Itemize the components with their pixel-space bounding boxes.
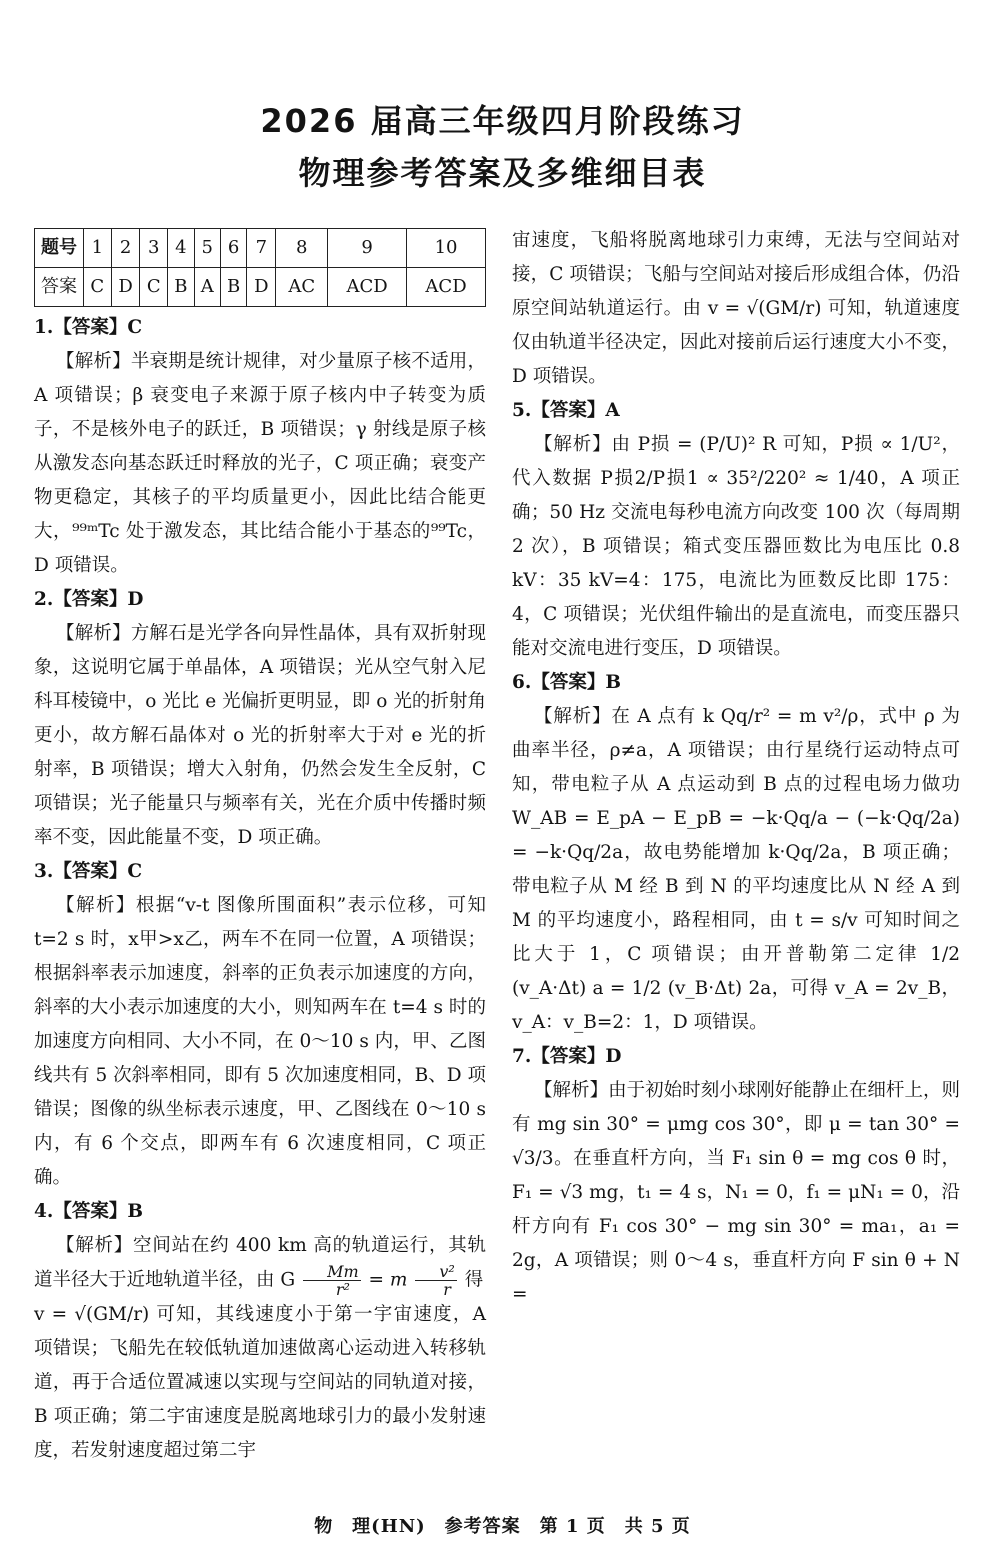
table-cell: 7 [247, 229, 276, 268]
table-cell: 9 [328, 229, 407, 268]
table-cell: D [111, 268, 140, 307]
fraction-numerator: Mm [303, 1263, 361, 1281]
table-cell: 6 [220, 229, 247, 268]
table-cell: 2 [111, 229, 140, 268]
question-heading: 6.【答案】B [512, 672, 621, 693]
page-footer: 物 理(HN) 参考答案 第 1 页 共 5 页 [314, 1516, 691, 1537]
question-heading: 3.【答案】C [34, 861, 143, 882]
question-explanation: 【解析】在 A 点有 k Qq/r² = m v²/ρ，式中 ρ 为曲率半径，ρ≠a，A 项错误；由行星绕行运动特点可知，带电粒子从 A 点运动到 B 点的过程电场力做功 W_AB = E_pA − E_pB = −k·Qq/a − (−k·Qq/2a) = −k·Qq/2a，故电势能增加 k·Qq/2a，B 项正确；带电粒子从 M 经 B 到 N 的平均速度比从 N 经 A 到 M 的平均速度小，路程相同，由 t = s/v 可知时间之比大于 1，C 项错误；由开普勒第二定律 1/2 (v_A·Δt) a = 1/2 (v_B·Δt) 2a，可得 v_A = 2v_B，v_A：v_B=2：1，D 项错误。 [512, 706, 960, 1033]
question-5 [512, 394, 960, 666]
question-4-continued: 宙速度，飞船将脱离地球引力束缚，无法与空间站对接，C 项错误；飞船与空间站对接后形成组合体，仍沿原空间站轨道运行。由 v = √(GM/r) 可知，轨道速度仅由轨道半径决定，因此对接前后运行速度大小不变，D 项错误。 [512, 230, 960, 387]
question-explanation: 【解析】由 P损 = (P/U)² R 可知，P损 ∝ 1/U²，代入数据 P损2/P损1 ∝ 35²/220² ≈ 1/40，A 项正确；50 Hz 交流电每秒电流方向改变 100 次（每周期 2 次），B 项错误；箱式变压器匝数比为电压比 0.8 kV：35 kV=4：175，电流比为匝数反比即 175：4，C 项错误；光伏组件输出的是直流电，而变压器只能对交流电进行变压，D 项错误。 [512, 434, 960, 659]
fraction-numerator: v² [415, 1263, 456, 1281]
equation-part: = m [368, 1269, 408, 1291]
row-label-answer: 答案 [35, 268, 84, 307]
table-cell: B [168, 268, 195, 307]
table-cell: B [220, 268, 247, 307]
table-cell: 10 [407, 229, 486, 268]
answer-table-number-row [35, 229, 486, 268]
row-label-number: 题号 [35, 229, 84, 268]
explanation-text: 得 [464, 1269, 484, 1291]
table-cell: 1 [84, 229, 112, 268]
answer-table [34, 228, 486, 307]
explanation-text: 【解析】空间站在约 400 km 高的轨道运行，其轨道半径大于近地轨道半径，由 G [34, 1235, 486, 1291]
question-2 [34, 583, 486, 855]
page-title-line1: 2026 届高三年级四月阶段练习 [260, 102, 745, 140]
question-heading: 1.【答案】C [34, 317, 143, 338]
fraction [303, 1263, 361, 1298]
table-cell: 5 [194, 229, 220, 268]
left-column [34, 228, 486, 1468]
table-cell: D [247, 268, 276, 307]
question-heading: 2.【答案】D [34, 589, 144, 610]
table-cell: C [84, 268, 112, 307]
question-explanation [34, 1229, 486, 1298]
page-title-line2: 物理参考答案及多维细目表 [298, 154, 707, 192]
question-explanation-continued: v = √(GM/r) 可知，其线速度小于第一宇宙速度，A 项错误；飞船先在较低轨道加速做离心运动进入转移轨道，再于合适位置减速以实现与空间站的同轨道对接，B 项正确；第二宇宙速度是脱离地球引力的最小发射速度，若发射速度超过第二宇 [34, 1304, 486, 1461]
table-cell: 4 [168, 229, 195, 268]
table-cell: A [194, 268, 220, 307]
table-cell: 3 [140, 229, 168, 268]
right-column [512, 224, 960, 1312]
question-explanation: 【解析】根据“v-t 图像所围面积”表示位移，可知 t=2 s 时，x甲>x乙，两车不在同一位置，A 项错误；根据斜率表示加速度，斜率的正负表示加速度的方向，斜率的大小表示加速度的大小，则知两车在 t=4 s 时的加速度方向相同、大小不同，在 0～10 s 内，甲、乙图线共有 5 次斜率相同，即有 5 次加速度相同，B、D 项错误；图像的纵坐标表示速度，甲、乙图线在 0～10 s 内，有 6 个交点，即两车有 6 次速度相同，C 项正确。 [34, 895, 486, 1188]
fraction [415, 1263, 456, 1298]
question-explanation: 【解析】半衰期是统计规律，对少量原子核不适用，A 项错误；β 衰变电子来源于原子核内中子转变为质子，不是核外电子的跃迁，B 项错误；γ 射线是原子核从激发态向基态跃迁时释放的光子，C 项正确；衰变产物更稳定，其核子的平均质量更小，因此比结合能更大，⁹⁹ᵐTc 处于激发态，其比结合能小于基态的⁹⁹Tc，D 项错误。 [34, 351, 486, 576]
question-heading: 7.【答案】D [512, 1046, 622, 1067]
fraction-denominator: r [443, 1280, 451, 1299]
question-1 [34, 311, 486, 583]
question-heading: 5.【答案】A [512, 400, 620, 421]
question-6 [512, 666, 960, 1040]
fraction-denominator: r² [335, 1280, 350, 1299]
question-explanation: 【解析】由于初始时刻小球刚好能静止在细杆上，则有 mg sin 30° = μmg cos 30°，即 μ = tan 30° = √3/3。在垂直杆方向，当 F₁ sin θ = mg cos θ 时，F₁ = √3 mg，t₁ = 4 s，N₁ = 0，f₁ = μN₁ = 0，沿杆方向有 F₁ cos 30° − mg sin 30° = ma₁，a₁ = 2g，A 项错误；则 0～4 s，垂直杆方向 F sin θ + N = [512, 1080, 960, 1305]
question-3 [34, 855, 486, 1195]
table-cell: ACD [407, 268, 486, 307]
table-cell: 8 [276, 229, 328, 268]
question-4 [34, 1195, 486, 1468]
table-cell: C [140, 268, 168, 307]
question-heading: 4.【答案】B [34, 1201, 143, 1222]
question-7 [512, 1040, 960, 1312]
table-cell: AC [276, 268, 328, 307]
answer-table-answer-row [35, 268, 486, 307]
table-cell: ACD [328, 268, 407, 307]
question-explanation: 【解析】方解石是光学各向异性晶体，具有双折射现象，这说明它属于单晶体，A 项错误；光从空气射入尼科耳棱镜中，o 光比 e 光偏折更明显，即 o 光的折射角更小，故方解石晶体对 o 光的折射率大于对 e 光的折射率，B 项错误；增大入射角，仍然会发生全反射，C 项错误；光子能量只与频率有关，光在介质中传播时频率不变，因此能量不变，D 项正确。 [34, 623, 486, 848]
